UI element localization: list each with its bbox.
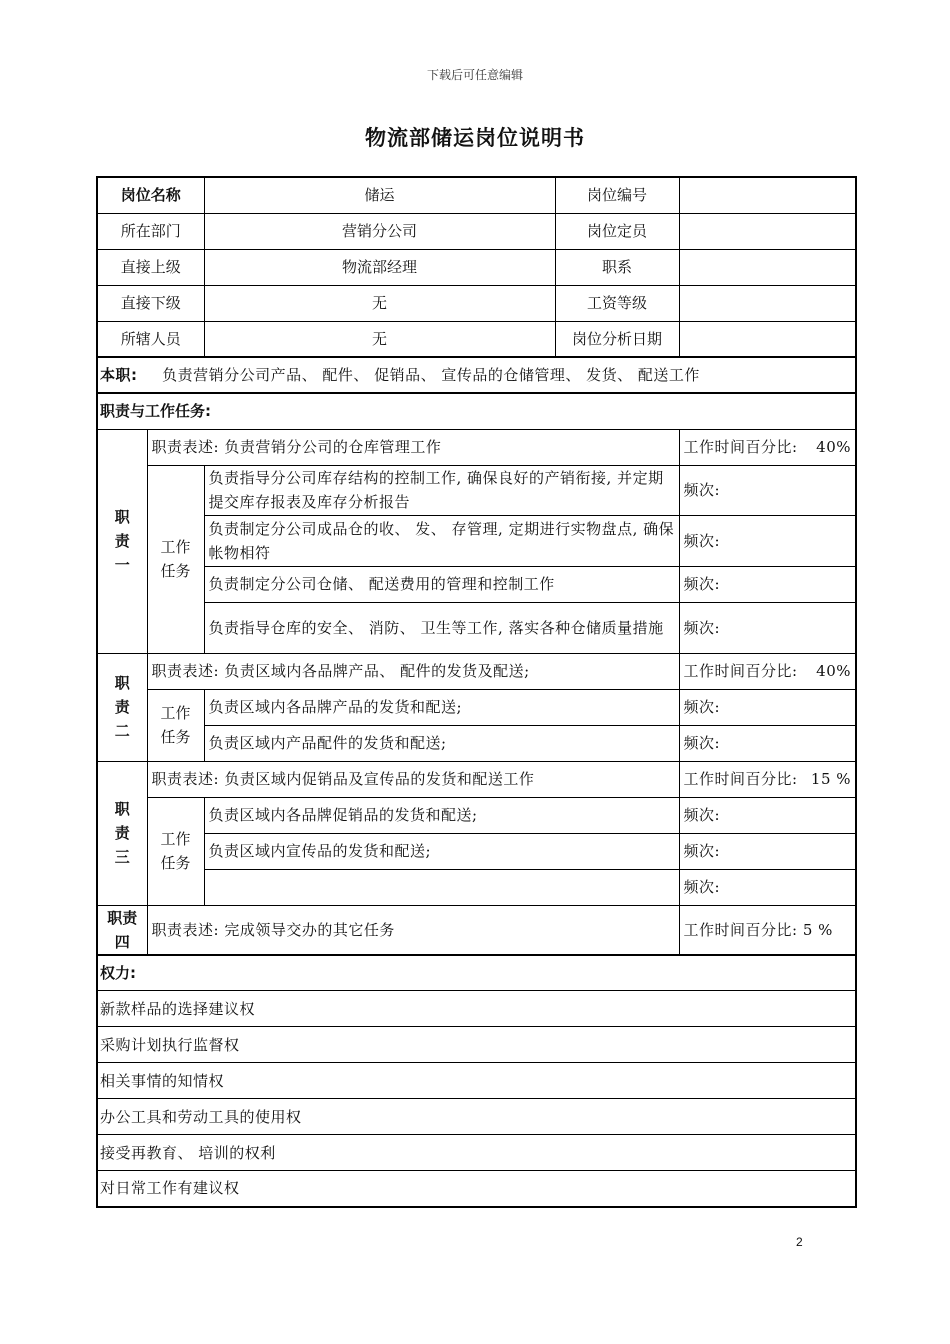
time-label: 工作时间百分比:: [683, 920, 798, 939]
duty-label-char: 责: [114, 824, 130, 842]
task-frequency: 频次:: [679, 797, 856, 833]
task-row: [97, 515, 856, 566]
task-frequency: 频次:: [679, 465, 856, 515]
page-title: 物流部储运岗位说明书: [365, 126, 585, 150]
info-value: [679, 285, 856, 321]
info-label: 所在部门: [97, 213, 204, 249]
info-value: 营销分公司: [204, 213, 555, 249]
power-item: 办公工具和劳动工具的使用权: [97, 1099, 856, 1135]
time-label: 工作时间百分比:: [683, 770, 798, 788]
main-duty-text: 负责营销分公司产品、 配件、 促销品、 宣传品的仓储管理、 发货、 配送工作: [162, 366, 700, 384]
duty-description: 职责表述: 完成领导交办的其它任务: [147, 905, 679, 955]
duty-label: [97, 429, 147, 653]
time-percentage: [679, 653, 856, 689]
main-duty: [97, 357, 856, 393]
power-item: 采购计划执行监督权: [97, 1027, 856, 1063]
power-item: 相关事情的知情权: [97, 1063, 856, 1099]
power-row: [97, 1099, 856, 1135]
info-label: 岗位定员: [555, 213, 679, 249]
time-percentage: [679, 429, 856, 465]
power-row: [97, 1171, 856, 1207]
duty-label-char: 三: [114, 848, 130, 866]
info-row: [97, 321, 856, 357]
duty-label: [97, 653, 147, 761]
page-number: 2: [796, 1235, 803, 1249]
info-value: 无: [204, 321, 555, 357]
duty-label-char: 四: [114, 932, 130, 951]
work-tasks-label: [147, 465, 204, 653]
job-description-table: [96, 176, 857, 1208]
task-frequency: 频次:: [679, 869, 856, 905]
duty-label-char: 职: [114, 508, 130, 526]
task-text: 负责区域内产品配件的发货和配送;: [204, 725, 679, 761]
duty-label-char: 责: [114, 532, 130, 550]
duty-description-row: [97, 429, 856, 465]
task-text: 负责区域内各品牌产品的发货和配送;: [204, 689, 679, 725]
time-value: 40%: [816, 438, 852, 456]
info-value: [679, 249, 856, 285]
info-value: [679, 213, 856, 249]
task-row: [97, 833, 856, 869]
info-label: 岗位编号: [555, 177, 679, 213]
task-row: [97, 602, 856, 653]
duty-label: [97, 905, 147, 955]
task-row: [97, 566, 856, 602]
powers-heading: 权力:: [97, 955, 856, 991]
task-text: 负责区域内各品牌促销品的发货和配送;: [204, 797, 679, 833]
task-row: [97, 689, 856, 725]
info-label: 工资等级: [555, 285, 679, 321]
duty-label-char: 责: [114, 698, 130, 716]
time-value: 5 %: [802, 920, 833, 939]
work-tasks-label-line: 工作: [160, 538, 191, 556]
task-row: [97, 725, 856, 761]
duty-description: 职责表述: 负责营销分公司的仓库管理工作: [147, 429, 679, 465]
powers-heading-row: [97, 955, 856, 991]
info-label: 所辖人员: [97, 321, 204, 357]
power-row: [97, 1063, 856, 1099]
duty-label-char: 职: [114, 674, 130, 692]
duties-heading-row: [97, 393, 856, 429]
info-row: [97, 249, 856, 285]
task-frequency: 频次:: [679, 602, 856, 653]
info-value: 物流部经理: [204, 249, 555, 285]
task-text: 负责制定分公司仓储、 配送费用的管理和控制工作: [204, 566, 679, 602]
task-text: 负责制定分公司成品仓的收、 发、 存管理, 定期进行实物盘点, 确保帐物相符: [204, 515, 679, 566]
task-text: [204, 869, 679, 905]
power-row: [97, 991, 856, 1027]
task-row: [97, 465, 856, 515]
duty-label-char: 一: [114, 556, 130, 574]
task-text: 负责指导分公司库存结构的控制工作, 确保良好的产销衔接, 并定期提交库存报表及库存分析报告: [204, 465, 679, 515]
duty-description-row: [97, 653, 856, 689]
time-percentage: [679, 905, 856, 955]
info-label: 岗位名称: [97, 177, 204, 213]
info-value: [679, 321, 856, 357]
time-value: 15 %: [810, 770, 852, 788]
task-frequency: 频次:: [679, 566, 856, 602]
task-frequency: 频次:: [679, 725, 856, 761]
task-text: 负责区域内宣传品的发货和配送;: [204, 833, 679, 869]
duty-description-row: [97, 905, 856, 955]
duty-label-char: 二: [114, 722, 130, 740]
duties-heading: 职责与工作任务:: [97, 393, 856, 429]
info-value: 无: [204, 285, 555, 321]
task-frequency: 频次:: [679, 689, 856, 725]
power-item: 新款样品的选择建议权: [97, 991, 856, 1027]
info-row: [97, 285, 856, 321]
task-text: 负责指导仓库的安全、 消防、 卫生等工作, 落实各种仓储质量措施: [204, 602, 679, 653]
work-tasks-label: [147, 689, 204, 761]
info-label: 职系: [555, 249, 679, 285]
info-row: [97, 213, 856, 249]
power-item: 接受再教育、 培训的权利: [97, 1135, 856, 1171]
duty-label-char: 职: [114, 800, 130, 818]
header-note: 下载后可任意编辑: [426, 68, 523, 82]
info-value: 储运: [204, 177, 555, 213]
info-label: 岗位分析日期: [555, 321, 679, 357]
duty-description-row: [97, 761, 856, 797]
info-label: 直接下级: [97, 285, 204, 321]
power-row: [97, 1027, 856, 1063]
duty-label-char: 职责: [107, 908, 138, 927]
task-frequency: 频次:: [679, 515, 856, 566]
task-row: [97, 869, 856, 905]
time-label: 工作时间百分比:: [683, 438, 798, 456]
time-percentage: [679, 761, 856, 797]
duty-description: 职责表述: 负责区域内各品牌产品、 配件的发货及配送;: [147, 653, 679, 689]
time-value: 40%: [816, 662, 852, 680]
work-tasks-label-line: 任务: [160, 854, 191, 872]
work-tasks-label: [147, 797, 204, 905]
power-row: [97, 1135, 856, 1171]
work-tasks-label-line: 任务: [160, 562, 191, 580]
info-row: [97, 177, 856, 213]
duty-label: [97, 761, 147, 905]
main-duty-label: 本职:: [100, 366, 138, 384]
time-label: 工作时间百分比:: [683, 662, 798, 680]
work-tasks-label-line: 工作: [160, 704, 191, 722]
duty-description: 职责表述: 负责区域内促销品及宣传品的发货和配送工作: [147, 761, 679, 797]
power-item: 对日常工作有建议权: [97, 1171, 856, 1207]
work-tasks-label-line: 工作: [160, 830, 191, 848]
info-label: 直接上级: [97, 249, 204, 285]
info-value: [679, 177, 856, 213]
main-duty-row: [97, 357, 856, 393]
task-frequency: 频次:: [679, 833, 856, 869]
task-row: [97, 797, 856, 833]
work-tasks-label-line: 任务: [160, 728, 191, 746]
